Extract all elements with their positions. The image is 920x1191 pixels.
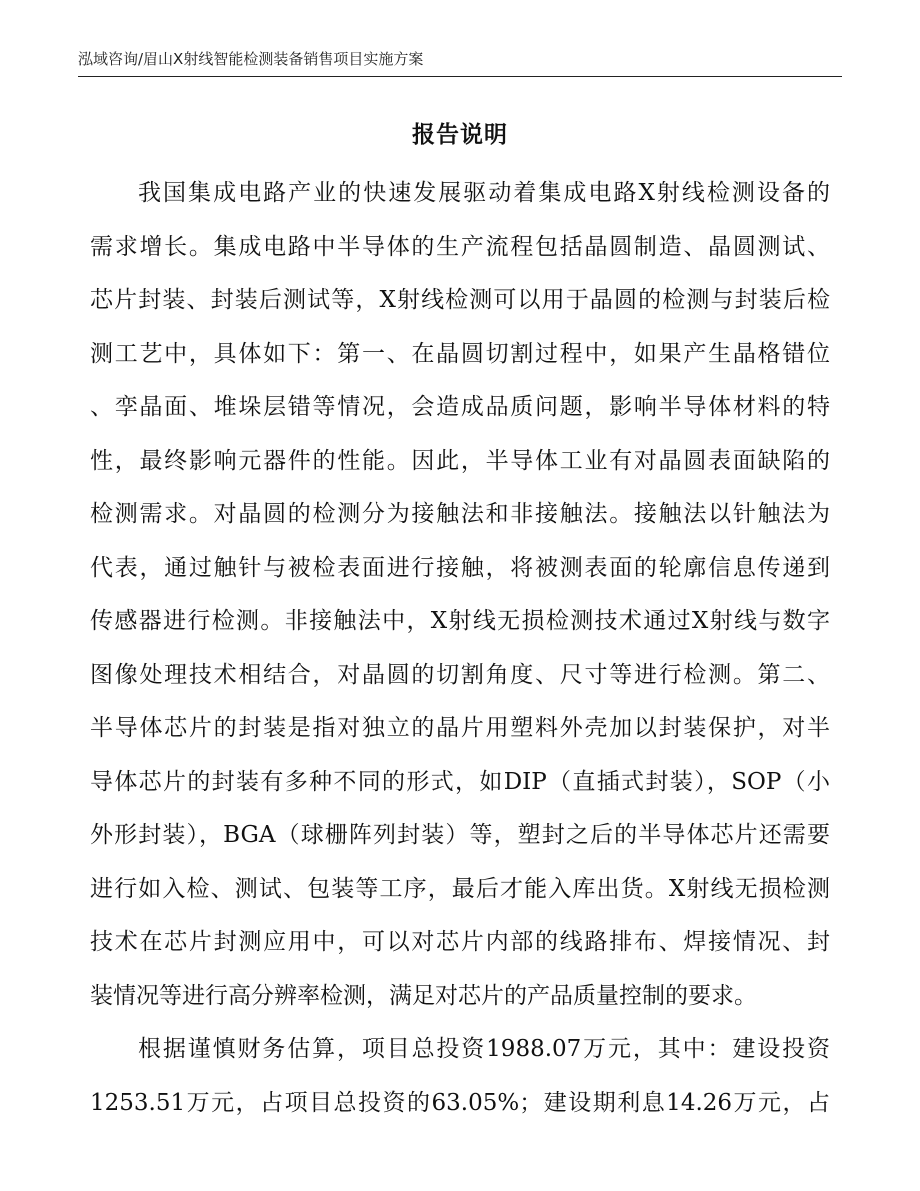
paragraph-line: 技术在芯片封测应用中，可以对芯片内部的线路排布、焊接情况、封 [90, 929, 830, 955]
paragraph-line: 芯片封装、封装后测试等，X射线检测可以用于晶圆的检测与封装后检 [90, 287, 830, 313]
paragraph-line: 我国集成电路产业的快速发展驱动着集成电路X射线检测设备的 [138, 180, 830, 206]
paragraph-line: 外形封装），BGA（球栅阵列封装）等，塑封之后的半导体芯片还需要 [90, 822, 830, 848]
paragraph-line: 性，最终影响元器件的性能。因此，半导体工业有对晶圆表面缺陷的 [90, 447, 830, 474]
paragraph-line: 图像处理技术相结合，对晶圆的切割角度、尺寸等进行检测。第二、 [90, 661, 830, 688]
header-rule [78, 76, 842, 77]
paragraph-line: 装情况等进行高分辨率检测，满足对芯片的产品质量控制的要求。 [90, 982, 757, 1009]
paragraph-line: 导体芯片的封装有多种不同的形式，如DIP（直插式封装），SOP（小 [90, 768, 830, 795]
paragraph-line: 检测需求。对晶圆的检测分为接触法和非接触法。接触法以针触法为 [90, 501, 830, 527]
paragraph-line: 测工艺中，具体如下：第一、在晶圆切割过程中，如果产生晶格错位 [90, 340, 830, 367]
paragraph-line: 进行如入检、测试、包装等工序，最后才能入库出货。X射线无损检测 [90, 875, 830, 902]
paragraph-line: 需求增长。集成电路中半导体的生产流程包括晶圆制造、晶圆测试、 [90, 233, 830, 260]
paragraph-line: 代表，通过触针与被检表面进行接触，将被测表面的轮廓信息传递到 [90, 554, 830, 581]
paragraph-2 [90, 1023, 830, 1130]
paragraph-line: 传感器进行检测。非接触法中，X射线无损检测技术通过X射线与数字 [90, 608, 830, 634]
running-header: 泓域咨询/眉山X射线智能检测装备销售项目实施方案 [78, 50, 424, 68]
paragraph-line: 半导体芯片的封装是指对独立的晶片用塑料外壳加以封装保护，对半 [90, 715, 830, 741]
paragraph-line: 根据谨慎财务估算，项目总投资1988.07万元，其中：建设投资 [138, 1036, 830, 1062]
paragraph-line: 1253.51万元，占项目总投资的63.05%；建设期利息14.26万元，占 [90, 1089, 830, 1116]
section-title: 报告说明 [412, 122, 508, 148]
paragraph-1 [90, 167, 830, 1023]
paragraph-line: 、孪晶面、堆垛层错等情况，会造成品质问题，影响半导体材料的特 [90, 394, 830, 420]
report-body [90, 167, 830, 1130]
